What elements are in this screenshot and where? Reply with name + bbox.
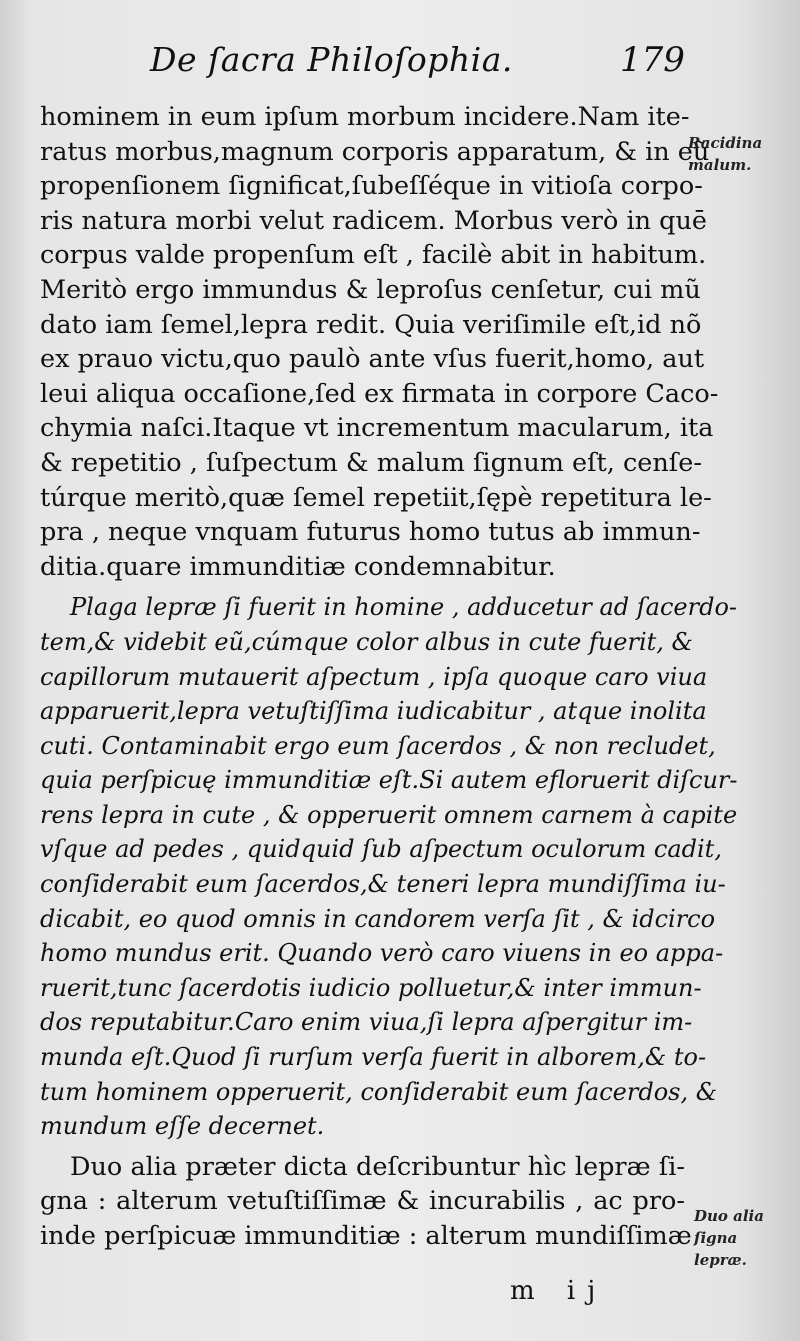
text-line: dos reputabitur.Caro enim viua,ſi lepra aſpergitur im- <box>40 1008 693 1037</box>
text-line: munda eſt.Quod ſi rurſum verſa fuerit in alborem,& to- <box>40 1043 707 1072</box>
text-line: vſque ad pedes , quidquid ſub aſpectum oculorum cadit, <box>40 835 722 864</box>
text-line: ex prauo victu,quo paulò ante vſus fuerit,homo, aut <box>40 344 705 375</box>
running-head: De ſacra Philoſophia. <box>150 40 513 79</box>
text-line: pra , neque vnquam futurus homo tutus ab immun- <box>40 517 701 548</box>
text-line: dato iam ſemel,lepra redit. Quia veriſimile eſt,id nõ <box>40 309 702 340</box>
text-line: quia perſpicuę immunditiæ eſt.Si autem efloruerit diſcur- <box>40 766 738 795</box>
text-line: leui aliqua occaſione,ſed ex firmata in corpore Caco- <box>40 378 719 409</box>
text-line: apparuerit,lepra vetuſtiſſima iudicabitur , atque inolita <box>40 697 707 726</box>
text-line: ratus morbus,magnum corporis apparatum, & in eũ <box>40 136 710 167</box>
text-line: ruerit,tunc ſacerdotis iudicio polluetur,& inter immun- <box>40 973 702 1002</box>
text-line: Duo alia præter dicta deſcribuntur hìc lepræ ſi- <box>70 1151 685 1182</box>
text-line: corpus valde propenſum eſt , facilè abit in habitum. <box>40 240 707 271</box>
text-line: gna : alterum vetuſtiſſimæ & incurabilis , ac pro- <box>40 1186 685 1217</box>
text-line: tem,& videbit eũ,cúmque color albus in cute fuerit, & <box>40 627 693 656</box>
text-line: chymia naſci.Itaque vt incrementum macularum, ita <box>40 413 714 444</box>
paragraph-3 <box>40 1150 692 1254</box>
text-line: ris natura morbi velut radicem. Morbus verò in quē <box>40 205 707 236</box>
page-number: 179 <box>620 40 685 80</box>
text-line: homo mundus erit. Quando verò caro viuens in eo appa- <box>40 939 724 968</box>
text-line: cuti. Contaminabit ergo eum ſacerdos , & non recludet, <box>40 731 716 760</box>
text-line: conſiderabit eum ſacerdos,& teneri lepra mundiſſima iu- <box>40 870 726 899</box>
text-line: túrque meritò,quæ ſemel repetiit,ſępè repetitura le- <box>40 482 712 513</box>
text-line: & repetitio , ſuſpectum & malum ſignum eſt, cenſe- <box>40 447 702 478</box>
text-line: Plaga lepræ ſi fuerit in homine , adducetur ad ſacerdo- <box>70 593 738 622</box>
paragraph-2 <box>40 590 738 1144</box>
margin-note-1: Racidina malum. <box>688 134 763 174</box>
text-line: rens lepra in cute , & opperuerit omnem carnem à capite <box>40 800 738 829</box>
text-line: mundum eſſe decernet. <box>40 1112 325 1141</box>
text-line: Meritò ergo immundus & leproſus cenſetur, cui mũ <box>40 274 701 305</box>
paragraph-1 <box>40 100 719 584</box>
text-line: tum hominem opperuerit, conſiderabit eum ſacerdos, & <box>40 1077 718 1106</box>
text-line: capillorum mutauerit aſpectum , ipſa quoque caro viua <box>40 662 708 691</box>
signature-mark: m ij <box>510 1276 608 1306</box>
text-line: ditia.quare immunditiæ condemnabitur. <box>40 551 556 582</box>
text-line: inde perſpicuæ immunditiæ : alterum mundiſſimæ <box>40 1221 692 1251</box>
text-line: dicabit, eo quod omnis in candorem verſa ſit , & idcirco <box>40 904 716 933</box>
text-line: hominem in eum ipſum morbum incidere.Nam ite- <box>40 102 690 132</box>
text-line: propenſionem ſignificat,ſubeſſéque in vitioſa corpo- <box>40 171 703 202</box>
margin-note-2: Duo alia ſigna lepræ. <box>694 1207 764 1269</box>
